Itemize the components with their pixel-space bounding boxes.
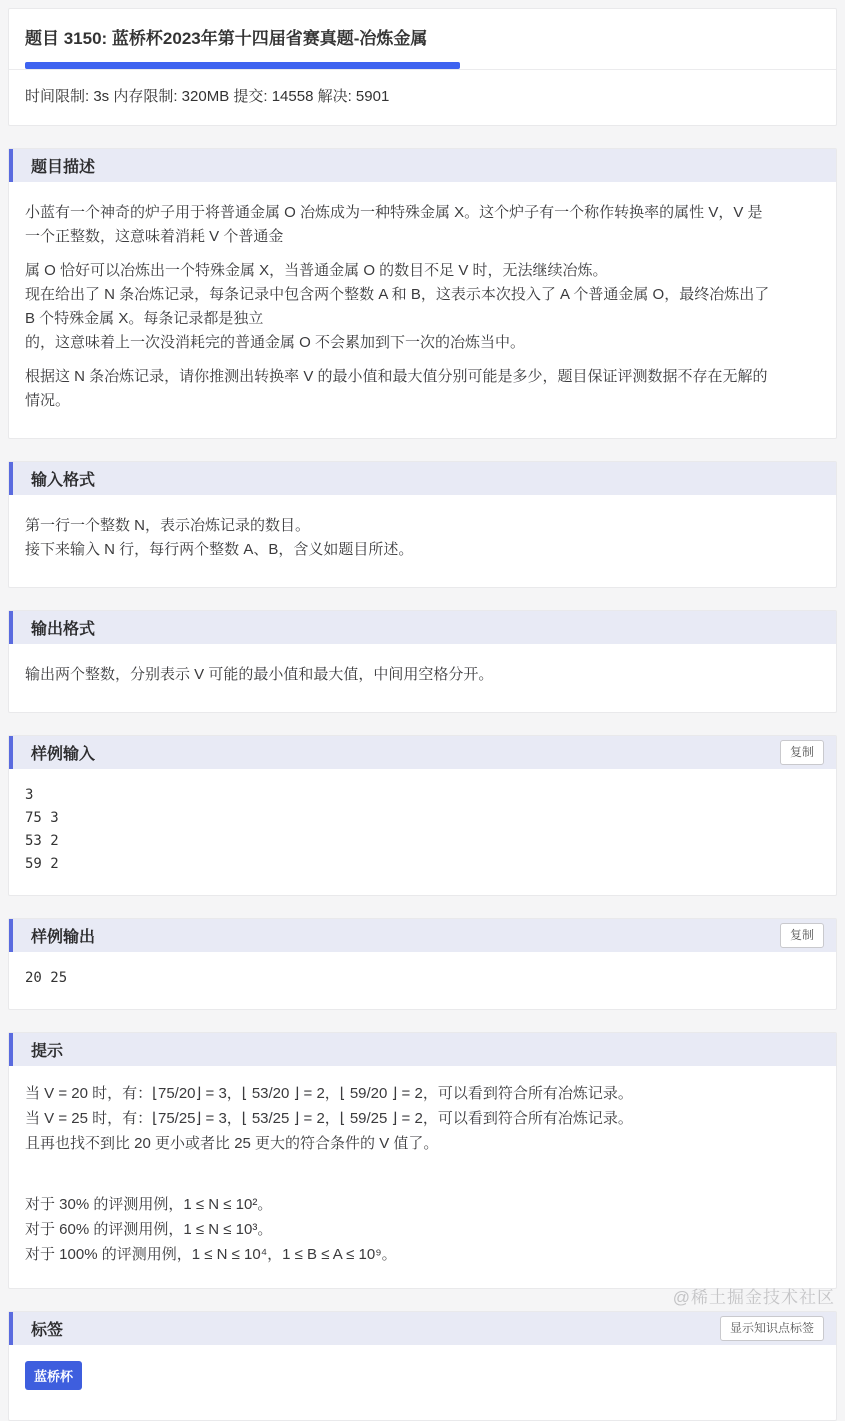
description-paragraph: 根据这 N 条冶炼记录，请你推测出转换率 V 的最小值和最大值分别可能是多少，题目保证评测数据不存在无解的 情况。 — [25, 368, 768, 409]
hint-explanation: 当 V = 20 时，有：⌊75/20⌋ = 3，⌊ 53/20 ⌋ = 2，⌊ 59/20 ⌋ = 2，可以看到符合所有冶炼记录。 当 V = 25 时，有：⌊75/25⌋ = 3，⌊ 53/25 ⌋ = 2，⌊ 59/25 ⌋ = 2，可以看到符合所有冶炼记录。 且再也找不到比 20 更小或者比 25 更大的符合条件的 V 值了。 — [25, 1085, 633, 1152]
section-header-description — [9, 149, 836, 182]
title-underline-bar — [25, 62, 460, 69]
section-title-sample-output: 样例输出 — [31, 929, 96, 946]
section-header-hint — [9, 1033, 836, 1066]
copy-sample-output-button[interactable]: 复制 — [780, 923, 824, 947]
section-title-hint: 提示 — [31, 1043, 64, 1060]
page-title: 题目 3150: 蓝桥杯2023年第十四届省赛真题-冶炼金属 — [25, 29, 428, 48]
sample-output-code: 20 25 — [25, 970, 68, 986]
section-title-description: 题目描述 — [31, 159, 96, 176]
tags-body — [9, 1345, 836, 1420]
section-title-tags: 标签 — [31, 1322, 64, 1339]
section-sample-input — [8, 735, 837, 896]
description-paragraph: 属 O 恰好可以冶炼出一个特殊金属 X，当普通金属 O 的数目不足 V 时，无法继续冶炼。 现在给出了 N 条冶炼记录，每条记录中包含两个整数 A 和 B，这表示本次投入了 A 个普通金属 O，最终冶炼出了 B 个特殊金属 X。每条记录都是独立 的，这意味着上一次没消耗完的普通金属 O 不会累加到下一次的冶炼当中。 — [25, 262, 770, 351]
output-format-body — [9, 644, 836, 712]
section-title-input-format: 输入格式 — [31, 472, 96, 489]
tag-lanqiaobei[interactable]: 蓝桥杯 — [25, 1361, 82, 1390]
section-tags — [8, 1311, 837, 1421]
output-format-text: 输出两个整数，分别表示 V 可能的最小值和最大值，中间用空格分开。 — [25, 666, 494, 683]
section-header-tags — [9, 1312, 836, 1345]
copy-sample-input-button[interactable]: 复制 — [780, 740, 824, 764]
show-knowledge-tags-button[interactable]: 显示知识点标签 — [720, 1316, 824, 1340]
section-header-input-format — [9, 462, 836, 495]
sample-input-code: 3 75 3 53 2 59 2 — [25, 787, 59, 872]
section-title-sample-input: 样例输入 — [31, 746, 96, 763]
input-format-text: 第一行一个整数 N，表示冶炼记录的数目。 接下来输入 N 行，每行两个整数 A、B，含义如题目所述。 — [25, 517, 414, 558]
problem-stats: 时间限制: 3s 内存限制: 320MB 提交: 14558 解决: 5901 — [25, 88, 390, 105]
input-format-body — [9, 495, 836, 587]
section-header-sample-input — [9, 736, 836, 769]
problem-header-card — [8, 8, 837, 126]
description-paragraph: 小蓝有一个神奇的炉子用于将普通金属 O 冶炼成为一种特殊金属 X。这个炉子有一个称作转换率的属性 V，V 是 一个正整数，这意味着消耗 V 个普通金 — [25, 204, 763, 245]
hint-constraints: 对于 30% 的评测用例，1 ≤ N ≤ 10²。 对于 60% 的评测用例，1 ≤ N ≤ 10³。 对于 100% 的评测用例，1 ≤ N ≤ 10⁴，1 ≤ B ≤ A ≤ 10⁹。 — [25, 1196, 397, 1263]
section-sample-output — [8, 918, 837, 1010]
description-body — [9, 182, 836, 438]
section-hint — [8, 1032, 837, 1289]
hint-body — [9, 1066, 836, 1288]
section-input-format — [8, 461, 837, 588]
section-title-output-format: 输出格式 — [31, 621, 96, 638]
section-description — [8, 148, 837, 439]
watermark: @稀土掘金技术社区 — [672, 1288, 835, 1307]
section-output-format — [8, 610, 837, 713]
section-header-output-format — [9, 611, 836, 644]
section-header-sample-output — [9, 919, 836, 952]
